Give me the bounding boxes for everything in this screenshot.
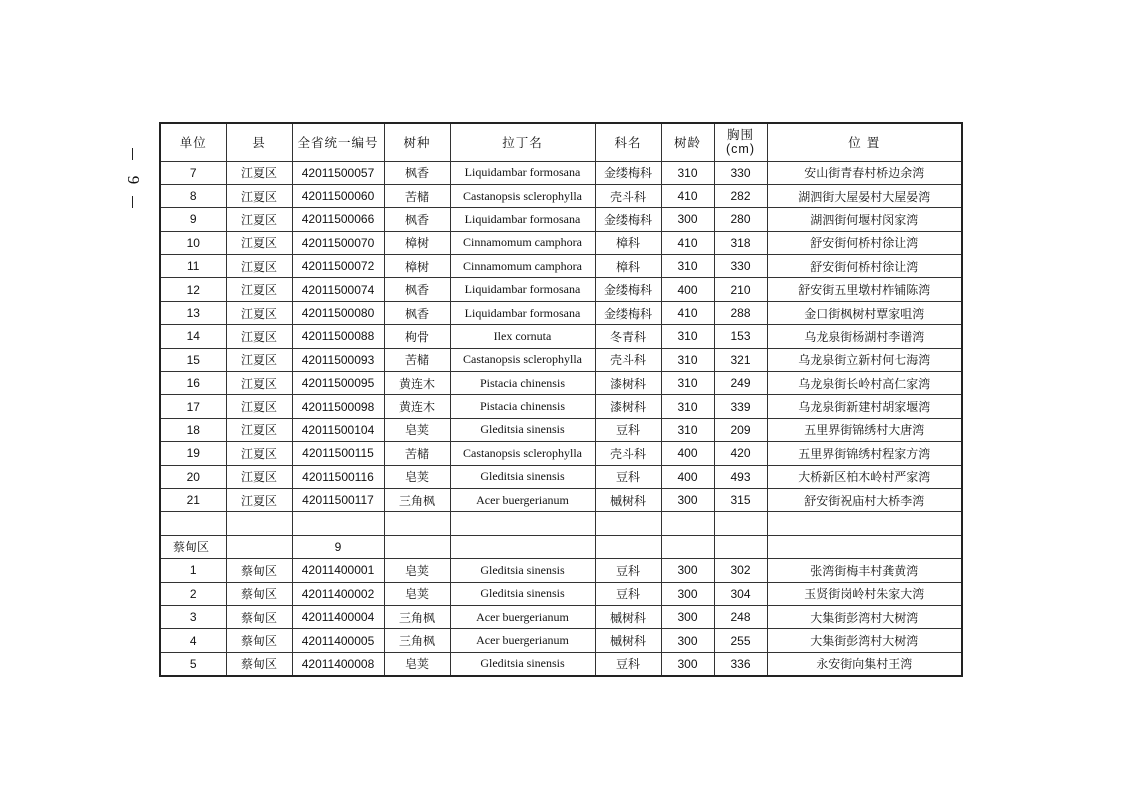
cell-location: 舒安街五里墩村柞铺陈湾 — [767, 278, 962, 301]
table-row — [160, 395, 962, 418]
cell-family: 漆树科 — [595, 372, 661, 395]
cell-county: 江夏区 — [226, 301, 292, 324]
empty-cell — [226, 535, 292, 558]
cell-family: 豆科 — [595, 418, 661, 441]
page-number-value: 9 — [124, 175, 143, 185]
cell-no: 20 — [160, 465, 226, 488]
cell-girth: 302 — [714, 559, 767, 582]
table-row — [160, 629, 962, 652]
table-row — [160, 372, 962, 395]
cell-latin: Pistacia chinensis — [450, 395, 595, 418]
cell-age: 410 — [661, 184, 714, 207]
cell-age: 310 — [661, 395, 714, 418]
cell-county: 蔡甸区 — [226, 629, 292, 652]
empty-cell — [714, 535, 767, 558]
cell-no: 19 — [160, 442, 226, 465]
cell-age: 310 — [661, 161, 714, 184]
cell-code: 42011500093 — [292, 348, 384, 371]
cell-latin: Cinnamomum camphora — [450, 255, 595, 278]
cell-no: 18 — [160, 418, 226, 441]
cell-county: 江夏区 — [226, 372, 292, 395]
table-row — [160, 301, 962, 324]
cell-girth: 249 — [714, 372, 767, 395]
cell-location: 大集街彭湾村大树湾 — [767, 605, 962, 628]
cell-family: 壳斗科 — [595, 348, 661, 371]
header-girth-label: 胸围 — [726, 127, 754, 143]
empty-cell — [292, 512, 384, 535]
cell-location: 乌龙泉街杨湖村李谱湾 — [767, 325, 962, 348]
cell-no: 10 — [160, 231, 226, 254]
empty-cell — [595, 535, 661, 558]
ancient-tree-table — [159, 122, 963, 677]
cell-latin: Castanopsis sclerophylla — [450, 442, 595, 465]
cell-code: 42011400002 — [292, 582, 384, 605]
cell-age: 300 — [661, 559, 714, 582]
cell-age: 300 — [661, 208, 714, 231]
empty-cell — [661, 512, 714, 535]
cell-location: 乌龙泉街长岭村高仁家湾 — [767, 372, 962, 395]
cell-county: 江夏区 — [226, 418, 292, 441]
cell-girth: 318 — [714, 231, 767, 254]
cell-species: 皂荚 — [384, 652, 450, 675]
cell-code: 42011500088 — [292, 325, 384, 348]
empty-cell — [595, 512, 661, 535]
cell-latin: Gleditsia sinensis — [450, 418, 595, 441]
cell-code: 42011500116 — [292, 465, 384, 488]
cell-family: 豆科 — [595, 559, 661, 582]
cell-latin: Acer buergerianum — [450, 488, 595, 511]
cell-species: 黄连木 — [384, 372, 450, 395]
cell-species: 苦槠 — [384, 348, 450, 371]
header-location: 位 置 — [767, 123, 962, 161]
cell-county: 江夏区 — [226, 465, 292, 488]
cell-code: 42011500072 — [292, 255, 384, 278]
cell-species: 三角枫 — [384, 629, 450, 652]
cell-no: 9 — [160, 208, 226, 231]
cell-county: 江夏区 — [226, 184, 292, 207]
cell-code: 42011400001 — [292, 559, 384, 582]
cell-species: 苦槠 — [384, 184, 450, 207]
cell-location: 舒安街何桥村徐让湾 — [767, 255, 962, 278]
cell-species: 枫香 — [384, 278, 450, 301]
cell-species: 皂荚 — [384, 465, 450, 488]
table-row — [160, 278, 962, 301]
cell-no: 15 — [160, 348, 226, 371]
cell-girth: 336 — [714, 652, 767, 675]
cell-location: 永安街向集村王湾 — [767, 652, 962, 675]
cell-code: 42011500070 — [292, 231, 384, 254]
cell-no: 7 — [160, 161, 226, 184]
header-family: 科名 — [595, 123, 661, 161]
table-row — [160, 488, 962, 511]
cell-no: 2 — [160, 582, 226, 605]
cell-county: 江夏区 — [226, 255, 292, 278]
empty-cell — [226, 512, 292, 535]
table-row — [160, 652, 962, 675]
cell-code: 42011500104 — [292, 418, 384, 441]
cell-location: 舒安街何桥村徐让湾 — [767, 231, 962, 254]
cell-girth: 255 — [714, 629, 767, 652]
header-girth-unit: (cm) — [726, 142, 755, 157]
cell-girth: 282 — [714, 184, 767, 207]
cell-family: 壳斗科 — [595, 184, 661, 207]
cell-latin: Gleditsia sinensis — [450, 559, 595, 582]
empty-cell — [450, 535, 595, 558]
cell-location: 大集街彭湾村大树湾 — [767, 629, 962, 652]
cell-girth: 288 — [714, 301, 767, 324]
cell-location: 金口街枫树村覃家咀湾 — [767, 301, 962, 324]
cell-location: 安山街青春村桥边余湾 — [767, 161, 962, 184]
cell-age: 300 — [661, 582, 714, 605]
cell-species: 樟树 — [384, 255, 450, 278]
cell-location: 大桥新区柏木岭村严家湾 — [767, 465, 962, 488]
table-row — [160, 605, 962, 628]
cell-species: 三角枫 — [384, 605, 450, 628]
cell-latin: Gleditsia sinensis — [450, 652, 595, 675]
cell-location: 五里界街锦绣村程家方湾 — [767, 442, 962, 465]
cell-family: 漆树科 — [595, 395, 661, 418]
cell-girth: 493 — [714, 465, 767, 488]
cell-age: 300 — [661, 488, 714, 511]
table-row — [160, 208, 962, 231]
cell-family: 豆科 — [595, 465, 661, 488]
cell-latin: Cinnamomum camphora — [450, 231, 595, 254]
header-latin: 拉丁名 — [450, 123, 595, 161]
page-number-dash-top — [132, 148, 133, 160]
cell-latin: Ilex cornuta — [450, 325, 595, 348]
cell-no: 21 — [160, 488, 226, 511]
cell-latin: Liquidambar formosana — [450, 161, 595, 184]
header-age: 树龄 — [661, 123, 714, 161]
empty-cell — [767, 512, 962, 535]
cell-code: 42011500095 — [292, 372, 384, 395]
table-row — [160, 348, 962, 371]
cell-species: 皂荚 — [384, 582, 450, 605]
cell-girth: 280 — [714, 208, 767, 231]
cell-family: 槭树科 — [595, 629, 661, 652]
district-count: 9 — [292, 535, 384, 558]
cell-latin: Liquidambar formosana — [450, 278, 595, 301]
cell-no: 5 — [160, 652, 226, 675]
cell-location: 湖泗街大屋晏村大屋晏湾 — [767, 184, 962, 207]
cell-code: 42011500080 — [292, 301, 384, 324]
empty-cell — [450, 512, 595, 535]
cell-girth: 304 — [714, 582, 767, 605]
cell-species: 皂荚 — [384, 559, 450, 582]
blank-row — [160, 512, 962, 535]
cell-county: 江夏区 — [226, 208, 292, 231]
cell-code: 42011400004 — [292, 605, 384, 628]
cell-age: 410 — [661, 231, 714, 254]
table-row — [160, 442, 962, 465]
cell-species: 枸骨 — [384, 325, 450, 348]
cell-family: 冬青科 — [595, 325, 661, 348]
cell-county: 蔡甸区 — [226, 605, 292, 628]
cell-latin: Acer buergerianum — [450, 629, 595, 652]
table-row — [160, 161, 962, 184]
table-row — [160, 582, 962, 605]
cell-species: 黄连木 — [384, 395, 450, 418]
cell-county: 江夏区 — [226, 161, 292, 184]
cell-girth: 248 — [714, 605, 767, 628]
cell-county: 江夏区 — [226, 231, 292, 254]
cell-county: 蔡甸区 — [226, 559, 292, 582]
cell-girth: 321 — [714, 348, 767, 371]
cell-family: 槭树科 — [595, 605, 661, 628]
cell-species: 苦槠 — [384, 442, 450, 465]
cell-age: 310 — [661, 255, 714, 278]
header-girth — [714, 123, 767, 161]
cell-family: 壳斗科 — [595, 442, 661, 465]
cell-age: 300 — [661, 652, 714, 675]
cell-location: 舒安街祝庙村大桥李湾 — [767, 488, 962, 511]
cell-species: 樟树 — [384, 231, 450, 254]
cell-code: 42011500057 — [292, 161, 384, 184]
cell-latin: Gleditsia sinensis — [450, 582, 595, 605]
cell-location: 乌龙泉街立新村何七海湾 — [767, 348, 962, 371]
cell-no: 13 — [160, 301, 226, 324]
cell-species: 三角枫 — [384, 488, 450, 511]
cell-no: 3 — [160, 605, 226, 628]
cell-girth: 330 — [714, 255, 767, 278]
cell-code: 42011500117 — [292, 488, 384, 511]
cell-location: 张湾街梅丰村龚黄湾 — [767, 559, 962, 582]
cell-family: 樟科 — [595, 255, 661, 278]
cell-age: 310 — [661, 372, 714, 395]
cell-family: 槭树科 — [595, 488, 661, 511]
cell-girth: 210 — [714, 278, 767, 301]
cell-no: 14 — [160, 325, 226, 348]
cell-code: 42011500060 — [292, 184, 384, 207]
cell-no: 1 — [160, 559, 226, 582]
cell-species: 枫香 — [384, 208, 450, 231]
empty-cell — [767, 535, 962, 558]
cell-county: 江夏区 — [226, 395, 292, 418]
cell-county: 江夏区 — [226, 325, 292, 348]
cell-latin: Castanopsis sclerophylla — [450, 348, 595, 371]
cell-latin: Castanopsis sclerophylla — [450, 184, 595, 207]
cell-code: 42011400005 — [292, 629, 384, 652]
cell-location: 玉贤街岗岭村朱家大湾 — [767, 582, 962, 605]
cell-latin: Liquidambar formosana — [450, 208, 595, 231]
table-row — [160, 465, 962, 488]
cell-age: 400 — [661, 442, 714, 465]
table-row — [160, 231, 962, 254]
cell-family: 樟科 — [595, 231, 661, 254]
empty-cell — [384, 535, 450, 558]
cell-location: 湖泗街何堰村闵家湾 — [767, 208, 962, 231]
cell-family: 豆科 — [595, 652, 661, 675]
cell-girth: 153 — [714, 325, 767, 348]
page-number — [121, 148, 145, 218]
empty-cell — [661, 535, 714, 558]
cell-code: 42011500066 — [292, 208, 384, 231]
cell-age: 300 — [661, 605, 714, 628]
cell-family: 金缕梅科 — [595, 161, 661, 184]
cell-county: 江夏区 — [226, 348, 292, 371]
cell-no: 8 — [160, 184, 226, 207]
cell-county: 江夏区 — [226, 442, 292, 465]
cell-no: 11 — [160, 255, 226, 278]
cell-species: 枫香 — [384, 161, 450, 184]
cell-age: 400 — [661, 278, 714, 301]
header-unit: 单位 — [160, 123, 226, 161]
header-county: 县 — [226, 123, 292, 161]
district-name: 蔡甸区 — [160, 535, 226, 558]
cell-girth: 209 — [714, 418, 767, 441]
cell-no: 12 — [160, 278, 226, 301]
header-code: 全省统一编号 — [292, 123, 384, 161]
empty-cell — [384, 512, 450, 535]
cell-family: 金缕梅科 — [595, 208, 661, 231]
cell-age: 410 — [661, 301, 714, 324]
table-row — [160, 418, 962, 441]
cell-girth: 339 — [714, 395, 767, 418]
table-row — [160, 255, 962, 278]
cell-no: 16 — [160, 372, 226, 395]
cell-girth: 315 — [714, 488, 767, 511]
cell-age: 310 — [661, 325, 714, 348]
cell-no: 4 — [160, 629, 226, 652]
cell-county: 江夏区 — [226, 278, 292, 301]
cell-family: 金缕梅科 — [595, 301, 661, 324]
empty-cell — [160, 512, 226, 535]
cell-age: 300 — [661, 629, 714, 652]
cell-species: 皂荚 — [384, 418, 450, 441]
cell-family: 豆科 — [595, 582, 661, 605]
cell-location: 五里界街锦绣村大唐湾 — [767, 418, 962, 441]
cell-girth: 330 — [714, 161, 767, 184]
page-number-dash-bottom — [132, 196, 133, 208]
cell-latin: Gleditsia sinensis — [450, 465, 595, 488]
table-row — [160, 325, 962, 348]
cell-no: 17 — [160, 395, 226, 418]
cell-age: 310 — [661, 418, 714, 441]
cell-latin: Pistacia chinensis — [450, 372, 595, 395]
table-row — [160, 559, 962, 582]
cell-location: 乌龙泉街新建村胡家堰湾 — [767, 395, 962, 418]
cell-latin: Acer buergerianum — [450, 605, 595, 628]
cell-county: 江夏区 — [226, 488, 292, 511]
cell-county: 蔡甸区 — [226, 652, 292, 675]
cell-family: 金缕梅科 — [595, 278, 661, 301]
cell-code: 42011500115 — [292, 442, 384, 465]
cell-latin: Liquidambar formosana — [450, 301, 595, 324]
header-species: 树种 — [384, 123, 450, 161]
district-summary-row — [160, 535, 962, 558]
cell-girth: 420 — [714, 442, 767, 465]
cell-age: 310 — [661, 348, 714, 371]
cell-age: 400 — [661, 465, 714, 488]
cell-species: 枫香 — [384, 301, 450, 324]
cell-code: 42011400008 — [292, 652, 384, 675]
empty-cell — [714, 512, 767, 535]
table-row — [160, 184, 962, 207]
cell-code: 42011500074 — [292, 278, 384, 301]
table-header-row — [160, 123, 962, 161]
cell-code: 42011500098 — [292, 395, 384, 418]
cell-county: 蔡甸区 — [226, 582, 292, 605]
